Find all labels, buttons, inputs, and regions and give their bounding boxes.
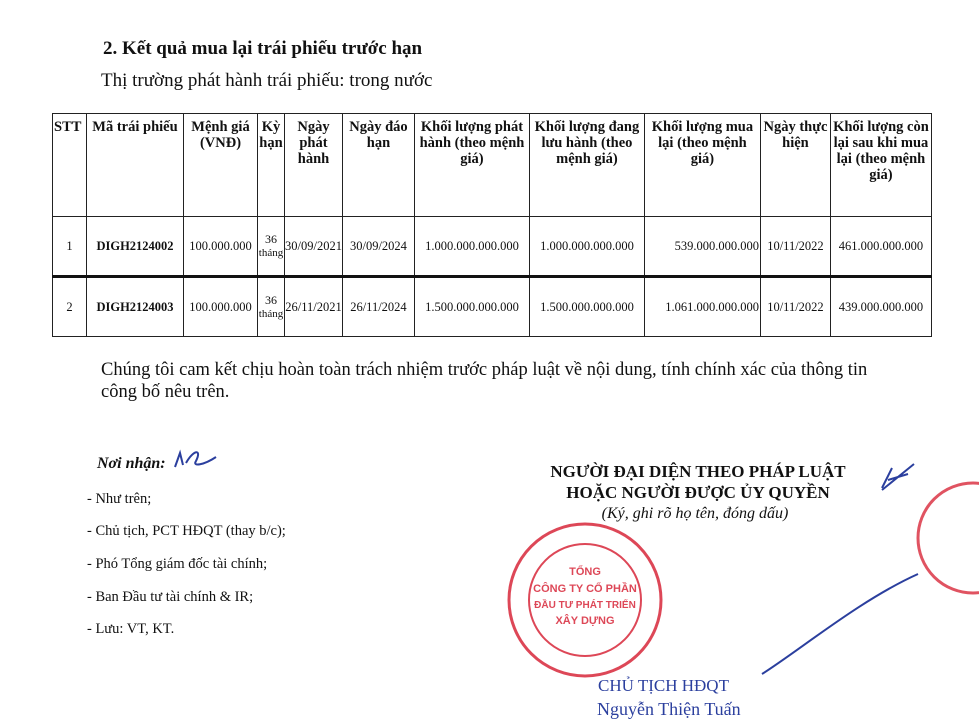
market-subheading: Thị trường phát hành trái phiếu: trong nước: [101, 70, 433, 91]
header-issued-volume: Khối lượng phát hành (theo mệnh giá): [414, 114, 529, 217]
recipient-item: - Như trên;: [87, 491, 152, 507]
cell-bond-code: DIGH2124002: [87, 217, 184, 277]
cell-term: [258, 277, 285, 337]
cell-stt: 1: [53, 217, 87, 277]
header-par-value: Mệnh giá (VNĐ): [184, 114, 258, 217]
term-unit: tháng: [258, 246, 284, 259]
svg-text:TỔNG: TỔNG: [569, 566, 601, 578]
header-repurchased-volume: Khối lượng mua lại (theo mệnh giá): [644, 114, 760, 217]
initials-signature: [172, 447, 220, 471]
signer-name: Nguyễn Thiện Tuấn: [597, 699, 741, 719]
checkmark-signature: [878, 460, 918, 496]
company-seal-stamp: [505, 520, 665, 680]
representative-line1: NGƯỜI ĐẠI DIỆN THEO PHÁP LUẬT: [550, 462, 846, 481]
term-number: 36: [265, 292, 277, 307]
cell-execution-date: 10/11/2022: [760, 277, 830, 337]
header-bond-code: Mã trái phiếu: [87, 114, 184, 217]
cell-issue-date: 26/11/2021: [285, 277, 343, 337]
recipient-item: - Chủ tịch, PCT HĐQT (thay b/c);: [87, 523, 286, 539]
cell-bond-code: DIGH2124003: [87, 277, 184, 337]
section-heading: 2. Kết quả mua lại trái phiếu trước hạn: [103, 38, 423, 59]
recipient-item: - Phó Tổng giám đốc tài chính;: [87, 556, 268, 572]
representative-title: [508, 461, 888, 503]
representative-line2: HOẶC NGƯỜI ĐƯỢC ỦY QUYỀN: [566, 483, 830, 502]
cell-outstanding-volume: 1.000.000.000.000: [529, 217, 644, 277]
recipient-item: - Ban Đầu tư tài chính & IR;: [87, 589, 254, 605]
header-issue-date: Ngày phát hành: [285, 114, 343, 217]
cell-maturity-date: 26/11/2024: [342, 277, 414, 337]
cell-repurchased-volume: 1.061.000.000.000: [644, 277, 760, 337]
header-remaining-volume: Khối lượng còn lại sau khi mua lại (theo mệnh giá): [830, 114, 931, 217]
header-outstanding-volume: Khối lượng đang lưu hành (theo mệnh giá): [529, 114, 644, 217]
cell-repurchased-volume: 539.000.000.000: [644, 217, 760, 277]
bond-repurchase-table: [52, 113, 932, 337]
cell-execution-date: 10/11/2022: [760, 217, 830, 277]
header-maturity-date: Ngày đáo hạn: [342, 114, 414, 217]
table-row: [53, 277, 932, 337]
signer-title: CHỦ TỊCH HĐQT: [598, 676, 729, 695]
recipient-item: - Lưu: VT, KT.: [87, 621, 175, 637]
cell-par-value: 100.000.000: [184, 277, 258, 337]
cell-maturity-date: 30/09/2024: [342, 217, 414, 277]
signature-note: (Ký, ghi rõ họ tên, đóng dấu): [601, 505, 789, 522]
cell-par-value: 100.000.000: [184, 217, 258, 277]
cell-issued-volume: 1.000.000.000.000: [414, 217, 529, 277]
recipients-title: Nơi nhận:: [97, 455, 166, 472]
header-stt: STT: [53, 114, 87, 217]
signature-stroke: [760, 570, 920, 680]
header-term: Kỳ hạn: [258, 114, 285, 217]
term-number: 36: [265, 231, 277, 246]
cell-issue-date: 30/09/2021: [285, 217, 343, 277]
svg-text:CÔNG TY CỔ PHẦN: CÔNG TY CỔ PHẦN: [533, 583, 637, 595]
table-header-row: [53, 114, 932, 217]
cell-term: [258, 217, 285, 277]
cell-remaining-volume: 461.000.000.000: [830, 217, 931, 277]
header-execution-date: Ngày thực hiện: [760, 114, 830, 217]
svg-text:ĐẦU TƯ PHÁT TRIỂN: ĐẦU TƯ PHÁT TRIỂN: [534, 600, 636, 611]
cell-outstanding-volume: 1.500.000.000.000: [529, 277, 644, 337]
svg-text:XÂY DỰNG: XÂY DỰNG: [555, 615, 615, 627]
term-unit: tháng: [258, 307, 284, 320]
table-row: [53, 217, 932, 277]
cell-stt: 2: [53, 277, 87, 337]
commitment-paragraph: Chúng tôi cam kết chịu hoàn toàn trách nhiệm trước pháp luật về nội dung, tính chính xác của thông tin công bố nêu trên.: [101, 360, 868, 402]
cell-issued-volume: 1.500.000.000.000: [414, 277, 529, 337]
cell-remaining-volume: 439.000.000.000: [830, 277, 931, 337]
